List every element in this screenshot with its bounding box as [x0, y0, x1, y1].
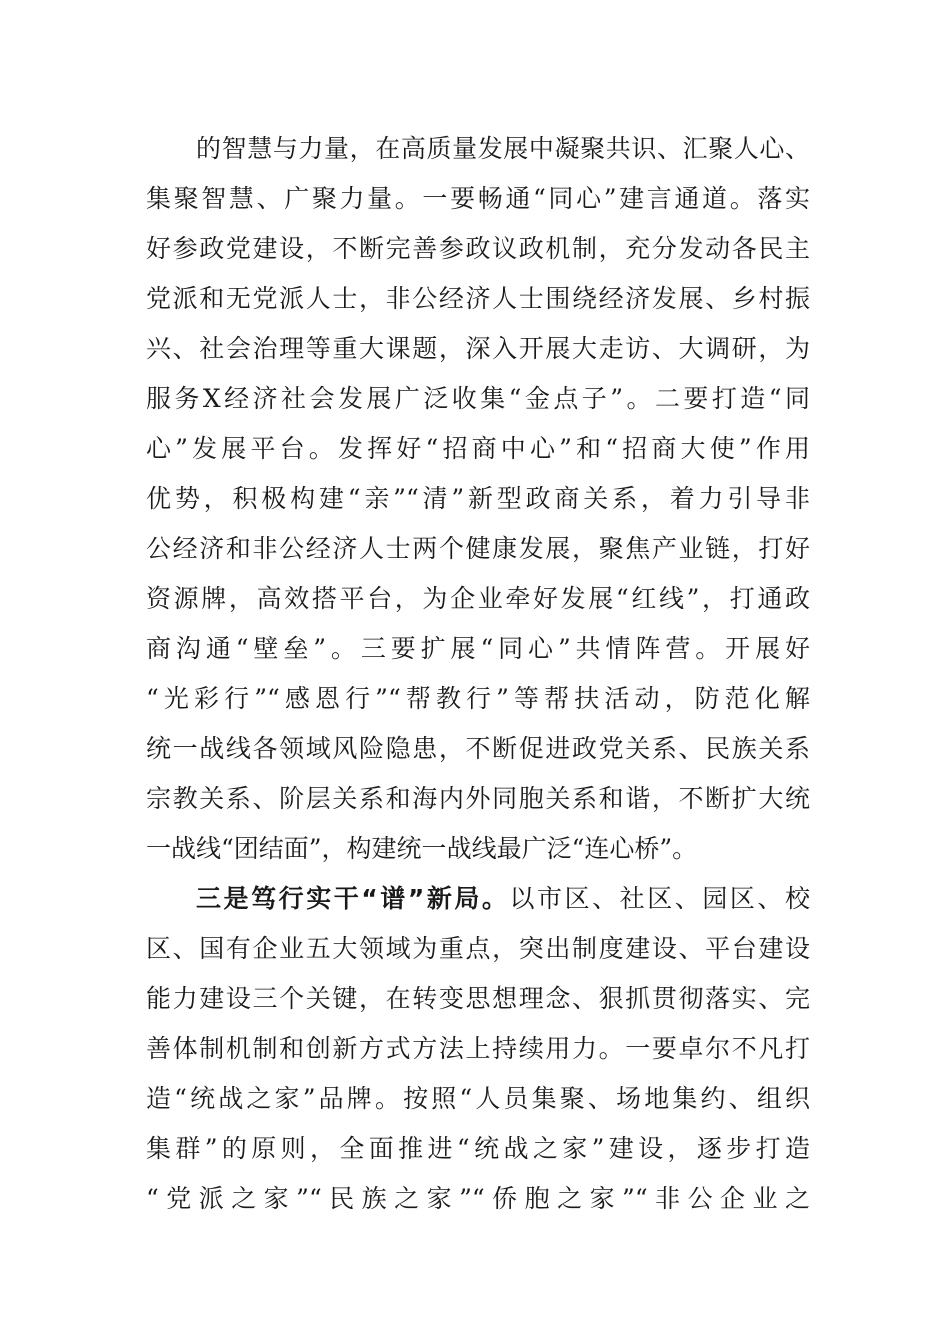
text-line: 集聚智慧、广聚力量。一要畅通“同心”建言通道。落实 [146, 184, 810, 213]
text-line: 统一战线各领域风险隐患，不断促进政党关系、民族关系 [146, 734, 810, 763]
text-line: “党派之家”“民族之家”“侨胞之家”“非公企业之 [146, 1184, 810, 1213]
text-line: 区、国有企业五大领域为重点，突出制度建设、平台建设 [146, 934, 810, 963]
text-line: 的智慧与力量，在高质量发展中凝聚共识、汇聚人心、 [196, 134, 810, 163]
text-line: 服务X经济社会发展广泛收集“金点子”。二要打造“同 [146, 384, 810, 413]
text-line: 宗教关系、阶层关系和海内外同胞关系和谐，不断扩大统 [146, 784, 810, 813]
paragraph-heading: 三是笃行实干“谱”新局。 [196, 884, 510, 913]
text-line: 党派和无党派人士，非公经济人士围绕经济发展、乡村振 [146, 284, 810, 313]
paragraph-heading-line [146, 874, 810, 924]
body-text [146, 124, 810, 1224]
text-line: 优势，积极构建“亲”“清”新型政商关系，着力引导非 [146, 484, 810, 513]
text-line: 好参政党建设，不断完善参政议政机制，充分发动各民主 [146, 234, 810, 263]
text-line: 公经济和非公经济人士两个健康发展，聚焦产业链，打好 [146, 534, 810, 563]
text-line: 心”发展平台。发挥好“招商中心”和“招商大使”作用 [146, 434, 810, 463]
text-line: 资源牌，高效搭平台，为企业牵好发展“红线”，打通政 [146, 584, 810, 613]
text-line: 一战线“团结面”，构建统一战线最广泛“连心桥”。 [146, 834, 698, 863]
text-line: 善体制机制和创新方式方法上持续用力。一要卓尔不凡打 [146, 1034, 810, 1063]
text-line: 商沟通“壁垒”。三要扩展“同心”共情阵营。开展好 [146, 634, 810, 663]
text-line: 兴、社会治理等重大课题，深入开展大走访、大调研，为 [146, 334, 810, 363]
text-line: 造“统战之家”品牌。按照“人员集聚、场地集约、组织 [146, 1084, 810, 1113]
heading-line-rest: 以市区、社区、园区、校 [509, 884, 810, 913]
text-line: 能力建设三个关键，在转变思想理念、狠抓贯彻落实、完 [146, 984, 810, 1013]
text-line: 集群”的原则，全面推进“统战之家”建设，逐步打造 [146, 1134, 810, 1163]
text-line: “光彩行”“感恩行”“帮教行”等帮扶活动，防范化解 [146, 684, 810, 713]
